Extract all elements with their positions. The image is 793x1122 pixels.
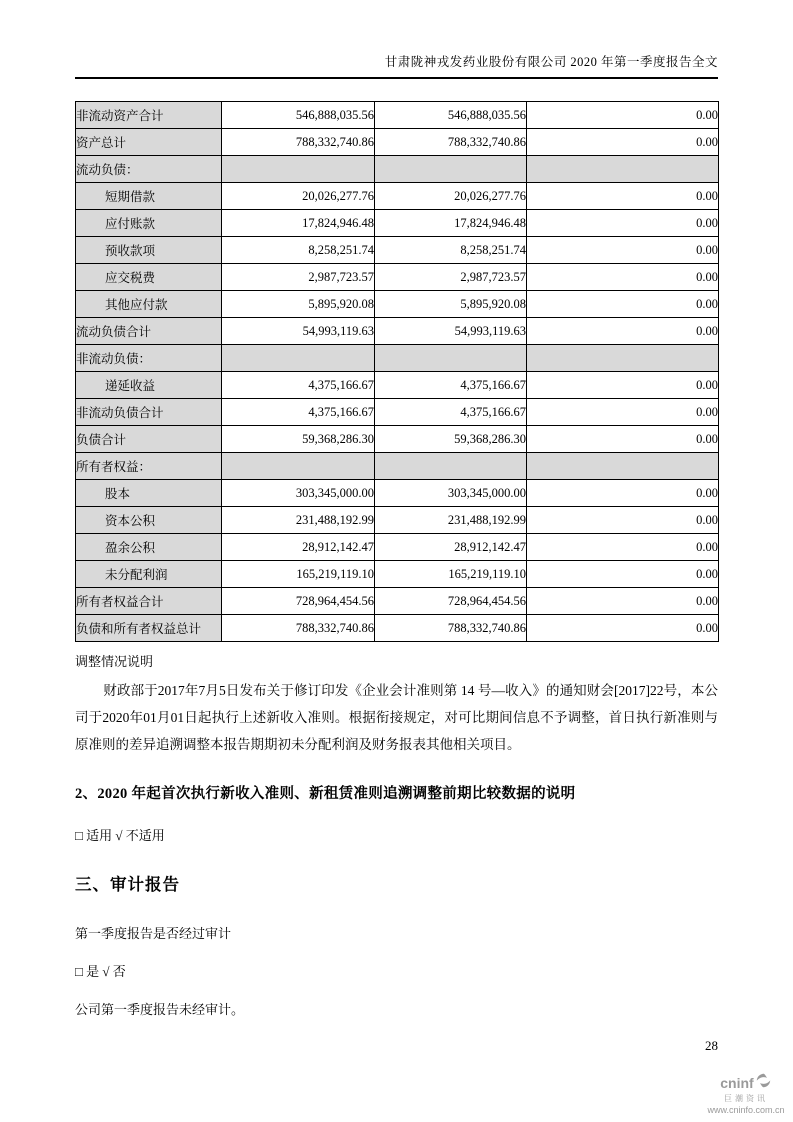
row-label: 短期借款: [76, 183, 222, 210]
table-row: [76, 102, 719, 129]
row-value: 8,258,251.74: [222, 237, 375, 264]
row-label: 负债和所有者权益总计: [76, 615, 222, 642]
row-value: 165,219,119.10: [222, 561, 375, 588]
cninfo-logo-text: cninf: [720, 1074, 754, 1091]
table-section-row: [76, 156, 719, 183]
row-label: 其他应付款: [76, 291, 222, 318]
row-value: 0.00: [527, 264, 719, 291]
row-value: 8,258,251.74: [375, 237, 527, 264]
row-value: 5,895,920.08: [375, 291, 527, 318]
audit-answer-line: □ 是 √ 否: [75, 964, 126, 979]
table-row: [76, 264, 719, 291]
table-row: [76, 426, 719, 453]
table-section-row: [76, 453, 719, 480]
cninfo-swirl-icon: [755, 1072, 772, 1093]
table-row: [76, 561, 719, 588]
row-label: 流动负债合计: [76, 318, 222, 345]
row-value: 4,375,166.67: [375, 372, 527, 399]
row-value: 28,912,142.47: [375, 534, 527, 561]
row-label: 非流动资产合计: [76, 102, 222, 129]
row-value: 4,375,166.67: [222, 372, 375, 399]
row-value: 2,987,723.57: [222, 264, 375, 291]
row-value: 788,332,740.86: [375, 129, 527, 156]
row-value: 0.00: [527, 183, 719, 210]
row-value: 0.00: [527, 615, 719, 642]
adjustment-note-label: 调整情况说明: [75, 654, 154, 669]
row-label: 所有者权益合计: [76, 588, 222, 615]
row-value: [527, 345, 719, 372]
table-row: [76, 507, 719, 534]
row-value: [527, 156, 719, 183]
row-label: 盈余公积: [76, 534, 222, 561]
document-header-title: 甘肃陇神戎发药业股份有限公司 2020 年第一季度报告全文: [75, 0, 718, 79]
row-label: 应付账款: [76, 210, 222, 237]
row-value: 788,332,740.86: [375, 615, 527, 642]
row-label: 应交税费: [76, 264, 222, 291]
row-value: 54,993,119.63: [375, 318, 527, 345]
table-row: [76, 615, 719, 642]
row-value: [222, 453, 375, 480]
table-row: [76, 534, 719, 561]
adjustment-paragraph: 财政部于2017年7月5日发布关于修订印发《企业会计准则第 14 号—收入》的通知财会[2017]22号，本公司于2020年01月01日起执行上述新收入准则。根据衔接规定，对可比期间信息不予调整，首日执行新准则与原准则的差异追溯调整本报告期期初未分配利润及财务报表其他相关项目。: [75, 683, 718, 752]
row-value: 28,912,142.47: [222, 534, 375, 561]
row-label: 资产总计: [76, 129, 222, 156]
row-value: 0.00: [527, 210, 719, 237]
row-value: 728,964,454.56: [375, 588, 527, 615]
row-value: [222, 345, 375, 372]
row-label: 递延收益: [76, 372, 222, 399]
row-label: 资本公积: [76, 507, 222, 534]
table-row: [76, 372, 719, 399]
row-value: 4,375,166.67: [375, 399, 527, 426]
row-value: 0.00: [527, 237, 719, 264]
row-label: 非流动负债合计: [76, 399, 222, 426]
row-value: 5,895,920.08: [222, 291, 375, 318]
row-value: 0.00: [527, 372, 719, 399]
row-value: 17,824,946.48: [222, 210, 375, 237]
row-value: 0.00: [527, 318, 719, 345]
row-value: 0.00: [527, 102, 719, 129]
row-value: 20,026,277.76: [222, 183, 375, 210]
row-value: 54,993,119.63: [222, 318, 375, 345]
table-row: [76, 399, 719, 426]
audit-note: 公司第一季度报告未经审计。: [75, 1002, 245, 1017]
row-value: 0.00: [527, 426, 719, 453]
row-value: 0.00: [527, 561, 719, 588]
row-value: 0.00: [527, 588, 719, 615]
cninfo-logo-chinese: 巨潮资讯: [724, 1094, 768, 1103]
row-value: 303,345,000.00: [222, 480, 375, 507]
cninfo-logo-url: www.cninfo.com.cn: [707, 1105, 785, 1115]
row-value: 0.00: [527, 291, 719, 318]
table-row: [76, 210, 719, 237]
row-value: 0.00: [527, 129, 719, 156]
row-label: 所有者权益：: [76, 453, 222, 480]
row-label: 股本: [76, 480, 222, 507]
row-value: 0.00: [527, 507, 719, 534]
balance-sheet-body: [76, 102, 719, 642]
row-label: 负债合计: [76, 426, 222, 453]
table-row: [76, 291, 719, 318]
table-row: [76, 237, 719, 264]
audit-question: 第一季度报告是否经过审计: [75, 926, 232, 941]
row-value: 788,332,740.86: [222, 615, 375, 642]
row-value: [375, 156, 527, 183]
row-value: 546,888,035.56: [222, 102, 375, 129]
row-value: 59,368,286.30: [222, 426, 375, 453]
row-value: 0.00: [527, 399, 719, 426]
row-label: 流动负债：: [76, 156, 222, 183]
section3-heading: 三、审计报告: [75, 875, 180, 894]
row-value: [375, 453, 527, 480]
row-value: 0.00: [527, 480, 719, 507]
row-value: 231,488,192.99: [222, 507, 375, 534]
row-value: 0.00: [527, 534, 719, 561]
balance-sheet-table: [75, 101, 719, 642]
row-value: 2,987,723.57: [375, 264, 527, 291]
row-value: 165,219,119.10: [375, 561, 527, 588]
section2-heading: 2、2020 年起首次执行新收入准则、新租赁准则追溯调整前期比较数据的说明: [75, 786, 576, 802]
table-row: [76, 480, 719, 507]
row-value: [527, 453, 719, 480]
table-row: [76, 129, 719, 156]
row-value: 17,824,946.48: [375, 210, 527, 237]
row-value: 788,332,740.86: [222, 129, 375, 156]
table-section-row: [76, 345, 719, 372]
row-label: 预收款项: [76, 237, 222, 264]
row-value: 546,888,035.56: [375, 102, 527, 129]
page-number: 28: [705, 1038, 718, 1053]
row-value: [222, 156, 375, 183]
table-row: [76, 318, 719, 345]
table-row: [76, 183, 719, 210]
row-value: 303,345,000.00: [375, 480, 527, 507]
row-label: 非流动负债：: [76, 345, 222, 372]
row-value: 728,964,454.56: [222, 588, 375, 615]
row-value: 20,026,277.76: [375, 183, 527, 210]
row-value: [375, 345, 527, 372]
row-label: 未分配利润: [76, 561, 222, 588]
section2-applicability-line: □ 适用 √ 不适用: [75, 828, 165, 843]
row-value: 231,488,192.99: [375, 507, 527, 534]
cninfo-logo: [703, 1072, 789, 1115]
table-row: [76, 588, 719, 615]
row-value: 4,375,166.67: [222, 399, 375, 426]
row-value: 59,368,286.30: [375, 426, 527, 453]
